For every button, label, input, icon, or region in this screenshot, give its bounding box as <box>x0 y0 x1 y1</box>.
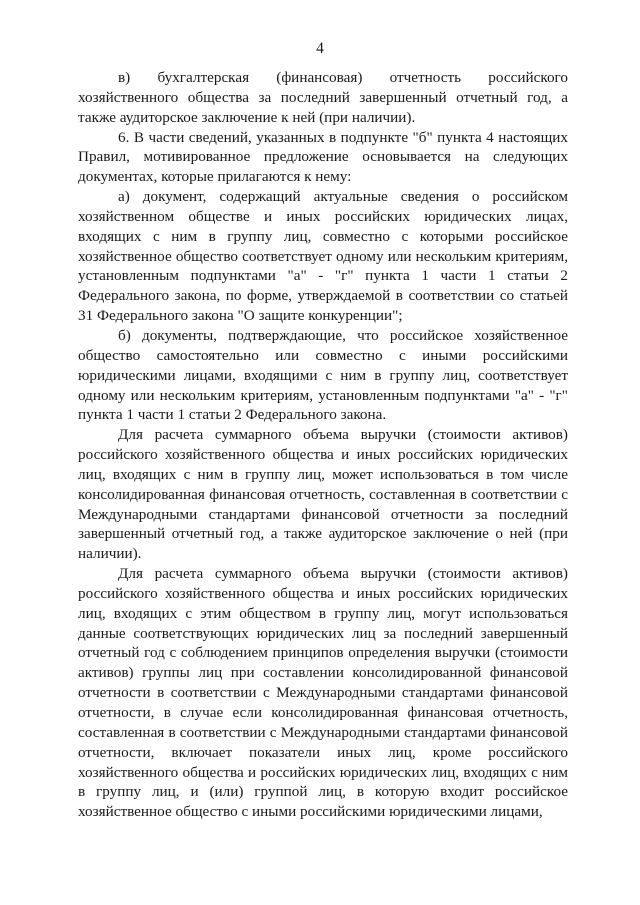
paragraph-a-document: а) документ, содержащий актуальные сведения о российском хозяйственном обществе и иных российских юридических лицах, входящих с ним в группу лиц, совместно с которыми российское хозяйственное общество соответствует одному или нескольким критериям, установленным подпунктами "а" - "г" пункта 1 части 1 статьи 2 Федерального закона, по форме, утверждаемой в соответствии со статьей 31 Федерального закона "О защите конкуренции"; <box>78 188 568 325</box>
paragraph-v-accounting-statements: в) бухгалтерская (финансовая) отчетность российского хозяйственного общества за последний завершенный отчетный год, а также аудиторское заключение к ней (при наличии). <box>78 69 568 126</box>
page-number: 4 <box>316 40 324 57</box>
document-body <box>78 68 568 822</box>
paragraph-consolidated-reporting: Для расчета суммарного объема выручки (стоимости активов) российского хозяйственного общества и иных российских юридических лиц, входящих с ним в группу лиц, может использоваться в том числе консолидированная финансовая отчетность, составленная в соответствии с Международными стандартами финансовой отчетности за последний завершенный отчетный год, а также аудиторское заключение о ней (при наличии). <box>78 426 568 563</box>
paragraph-6-intro: 6. В части сведений, указанных в подпункте "б" пункта 4 настоящих Правил, мотивированное предложение основывается на следующих документах, которые прилагаются к нему: <box>78 128 568 186</box>
paragraph-group-data: Для расчета суммарного объема выручки (стоимости активов) российского хозяйственного общества и иных российских юридических лиц, входящих с этим обществом в группу лиц, могут использоваться данные соответствующих юридических лиц за последний завершенный отчетный год с соблюдением принципов определения выручки (стоимости активов) группы лиц при составлении консолидированной финансовой отчетности в соответствии с Международными стандартами финансовой отчетности, в случае если консолидированная финансовая отчетность, составленная в соответствии с Международными стандартами финансовой отчетности, включает показатели иных лиц, кроме российского хозяйственного общества и российских юридических лиц, входящих с ним в группу лиц, и (или) группой лиц, в которую входит российское хозяйственное общество с иными российскими юридическими лицами, <box>78 565 568 821</box>
paragraph-b-documents: б) документы, подтверждающие, что российское хозяйственное общество самостоятельно или совместно с иными российскими юридическими лицами, входящими с ним в группу лиц, соответствует одному или нескольким критериям, установленным подпунктами "а" - "г" пункта 1 части 1 статьи 2 Федерального закона. <box>78 326 568 424</box>
